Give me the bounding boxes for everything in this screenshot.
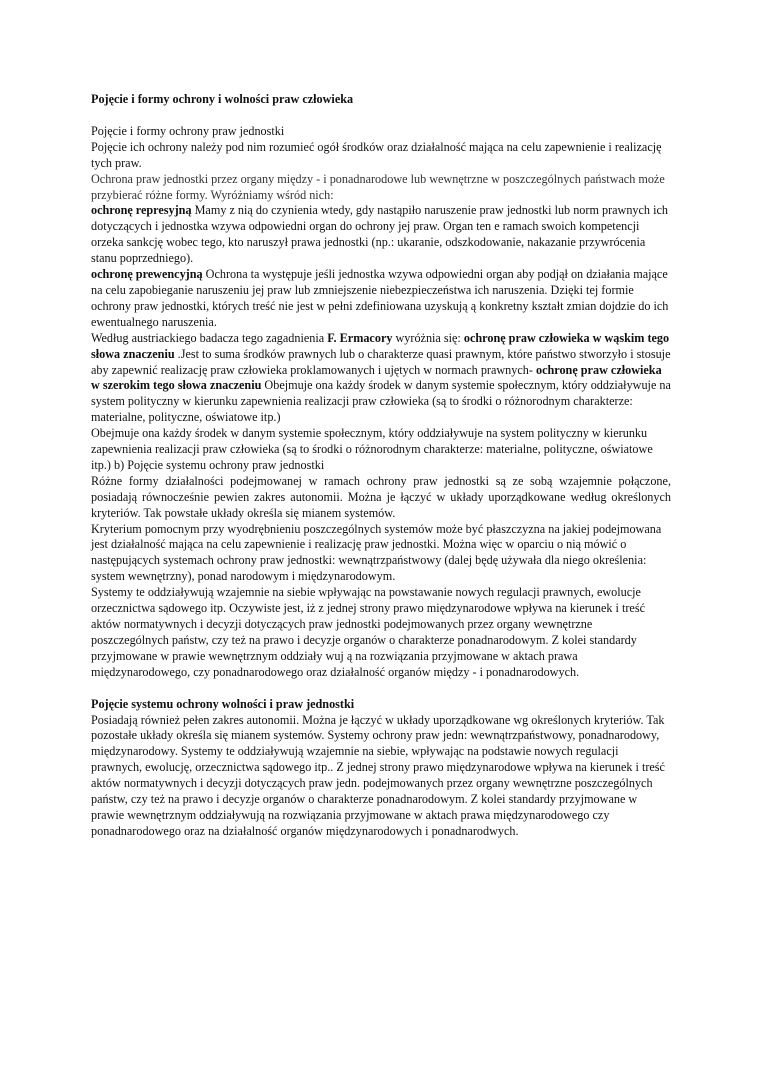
section-heading-2: Pojęcie systemu ochrony wolności i praw jednostki: [91, 696, 355, 711]
ermacora-name: F. Ermacory: [327, 330, 393, 345]
document-title: Pojęcie i formy ochrony i wolności praw człowieka: [91, 92, 354, 106]
paragraph-broad-repeat: Obejmuje ona każdy środek w danym systemie społecznym, który oddziaływuje na system polityczny w kierunku zapewnienia realizacji praw człowieka (są to środki o różnorodnym charakterze: materialne, polityczne, oświatowe itp.) b) Pojęcie systemu ochrony praw jednostki: [91, 426, 653, 472]
preventive-text: Ochrona ta występuje jeśli jednostka wzywa odpowiedni organ aby podjął on działania mające na celu zapobieganie naruszeniu jej praw lub zmniejszenie niebezpieczeństwa ich naruszenia. Dzięki tej formie ochrony praw jednostki, których treść nie jest w pełni zdefiniowana uzyskują ą konkretny kształt zmian dojdzie do ich ewentualnego naruszenia.: [91, 267, 669, 329]
term-preventive: ochronę prewencyjną: [91, 267, 203, 282]
ermacora-text-d: Obejmuje ona każdy środek w danym systemie społecznym, który oddziaływuje na system polityczny w kierunku zapewnienia realizacji praw człowieka (są to środki o różnorodnym charakterze: materialne, polityczne, oświatowe itp.): [91, 378, 671, 425]
paragraph-forms-intro: Ochrona praw jednostki przez organy między - i ponadnarodowe lub wewnętrzne w poszczególnych państwach może przybierać różne formy. Wyróżniamy wśród nich:: [91, 171, 665, 202]
blank-line: [91, 108, 671, 124]
document-page: [91, 92, 671, 840]
ermacora-text-b: wyróżnia się:: [392, 330, 464, 345]
term-repressive: ochronę represyjną: [91, 203, 192, 218]
paragraph-forms-connected: Różne formy działalności podejmowanej w ramach ochrony praw jednostki są ze sobą wzajemnie połączone, posiadają równocześnie pewien zakres autonomii. Można je łączyć w układy uporządkowane według określonych kryteriów. Tak powstałe układy określa się mianem systemów.: [91, 473, 671, 520]
paragraph-criterion: Kryterium pomocnym przy wyodrębnieniu poszczególnych systemów może być płaszczyzna na jakiej podejmowana jest działalność mająca na celu zapewnienie i realizację praw jednostki. Można więc w oparciu o nią mówić o następujących systemach ochrony praw jednostki: wewnątrzpaństwowy (dalej będę używała dla niego określenia: system wewnętrzny), ponad narodowym i międzynarodowym.: [91, 521, 662, 584]
paragraph-systems-interaction: Systemy te oddziaływują wzajemnie na siebie wpływając na powstawanie nowych regulacji prawnych, ewolucje orzecznictwa sądowego itp. Oczywiste jest, iż z jednej strony prawo międzynarodowe wpływa na kierunek i treść aktów normatywnych i decyzji dotyczących praw jednostki podejmowanych przez organy wewnętrzne poszczególnych państw, czy też na prawo i decyzje organów o charakterze ponadnarodowym. Z kolei standardy przyjmowane w prawie wewnętrznym oddziały wuj ą na rozwiązania przyjmowane w aktach prawa międzynarodowego, czy ponadnarodowego oraz działalność organów między - i ponadnarodowych.: [91, 585, 645, 679]
section-heading: Pojęcie i formy ochrony praw jednostki: [91, 123, 285, 138]
ermacora-text-c: .Jest to suma środków prawnych lub o charakterze quasi prawnym, które państwo stworzyło i stosuje aby zapewnić realizację praw człowieka proklamowanych i ujętych w normach prawnych-: [91, 346, 671, 377]
term-broad-sense: ochronę praw człowieka w szerokim tego słowa znaczeniu: [91, 362, 662, 393]
paragraph-definition: Pojęcie ich ochrony należy pod nim rozumieć ogół środków oraz działalność mająca na celu zapewnienie i realizację tych praw.: [91, 139, 662, 170]
paragraph-preventive-protection: [91, 267, 671, 331]
paragraph-autonomy: Posiadają również pełen zakres autonomii. Można je łączyć w układy uporządkowane wg określonych kryteriów. Tak pozostałe układy określa się mianem systemów. Systemy ochrony praw jedn: wewnątrzpaństwowy, ponadnarodowy, międzynarodowy. Systemy te oddziaływują wzajemnie na siebie, wpływając na podstawie nowych regulacji prawnych, ewolucję, orzecznictwa sądowego itp.. Z jednej strony prawo międzynarodowe wpływa na kierunek i treść aktów normatywnych i decyzji dotyczących praw jedn. podejmowanych przez organy wewnętrzne poszczególnych państw, czy też na prawo i decyzje organów o charakterze ponadnarodowym. Z kolei standardy przyjmowane w prawie wewnętrznym oddziaływują na rozwiązania przyjmowane w aktach prawa międzynarodowego czy ponadnarodowego oraz na działalność organów międzynarodowych i ponadnarodwych.: [91, 712, 665, 838]
repressive-text: Mamy z nią do czynienia wtedy, gdy nastąpiło naruszenie praw jednostki lub norm prawnych ich dotyczących i jednostka wzywa odpowiedni organ do ochrony jej praw. Organ ten e ramach swoich kompetencji orzeka sankcję wobec tego, kto naruszył prawa jednostki (np.: ukaranie, odszkodowanie, nakazanie przywrócenia stanu poprzedniego).: [91, 203, 668, 266]
ermacora-text-a: Według austriackiego badacza tego zagadnienia: [91, 330, 328, 345]
term-narrow-sense: ochronę praw człowieka w wąskim tego słowa znaczeniu: [91, 330, 670, 361]
paragraph-ermacora: [91, 331, 671, 426]
paragraph-repressive-protection: [91, 203, 671, 267]
blank-line: [91, 681, 671, 697]
